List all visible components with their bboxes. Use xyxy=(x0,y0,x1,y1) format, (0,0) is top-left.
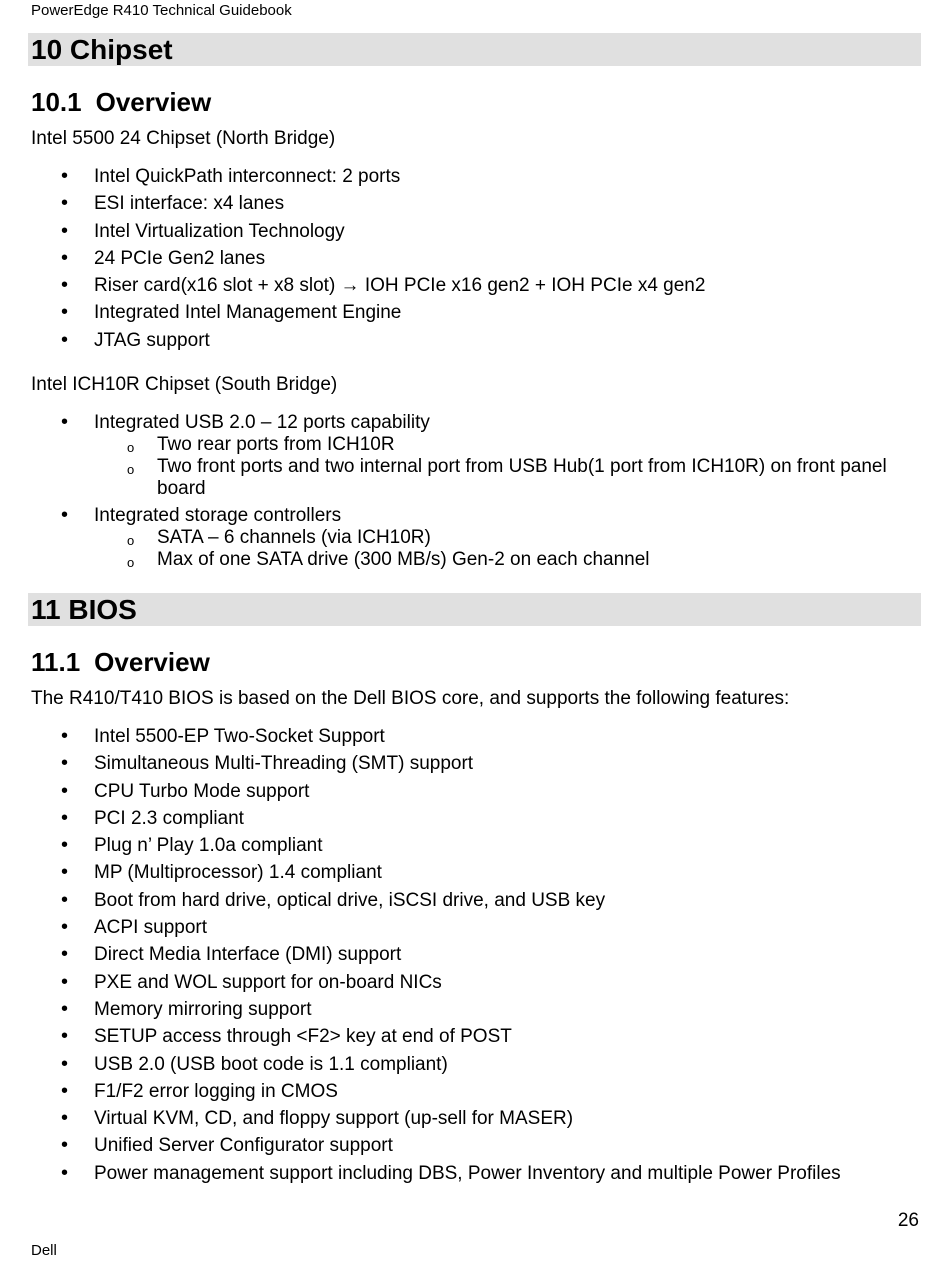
list-item: • Intel QuickPath interconnect: 2 ports xyxy=(0,166,950,188)
sub-list xyxy=(94,527,950,571)
bios-intro: The R410/T410 BIOS is based on the Dell BIOS core, and supports the following features: xyxy=(31,688,790,709)
list-item: • ESI interface: x4 lanes xyxy=(0,193,950,215)
list-item: • Integrated Intel Management Engine xyxy=(0,302,950,324)
section-number: 10.1 xyxy=(31,87,82,117)
footer-company: Dell xyxy=(31,1242,57,1259)
list-item: • PXE and WOL support for on-board NICs xyxy=(0,972,950,994)
list-item: • PCI 2.3 compliant xyxy=(0,808,950,830)
sub-list-item: o SATA – 6 channels (via ICH10R) xyxy=(94,527,912,549)
list-item-label: Integrated storage controllers xyxy=(94,505,342,527)
list-item: • Intel 5500-EP Two-Socket Support xyxy=(0,726,950,748)
chapter-title: 10 Chipset xyxy=(31,34,173,65)
chapter-heading-bar xyxy=(28,593,921,626)
sub-list xyxy=(94,434,950,500)
list-item: • Simultaneous Multi-Threading (SMT) support xyxy=(0,753,950,775)
list-item: • Power management support including DBS, Power Inventory and multiple Power Profiles xyxy=(0,1163,950,1185)
chapter-title: 11 BIOS xyxy=(31,594,137,625)
south-bridge-list xyxy=(0,412,950,577)
chapter-heading-bar xyxy=(28,33,921,66)
section-title xyxy=(31,87,211,117)
sub-list-item: o Two rear ports from ICH10R xyxy=(94,434,912,456)
list-item: • CPU Turbo Mode support xyxy=(0,781,950,803)
page-number: 26 xyxy=(897,1210,919,1231)
section-title xyxy=(31,647,210,677)
list-item: • Virtual KVM, CD, and floppy support (up-sell for MASER) xyxy=(0,1108,950,1130)
list-item: • JTAG support xyxy=(0,330,950,352)
section-title-text: Overview xyxy=(95,87,212,117)
south-bridge-intro: Intel ICH10R Chipset (South Bridge) xyxy=(31,374,338,395)
list-item: • USB 2.0 (USB boot code is 1.1 compliant) xyxy=(0,1054,950,1076)
list-item: • Boot from hard drive, optical drive, iSCSI drive, and USB key xyxy=(0,890,950,912)
list-item: • Plug n’ Play 1.0a compliant xyxy=(0,835,950,857)
bios-feature-list xyxy=(0,726,950,1190)
list-item: • ACPI support xyxy=(0,917,950,939)
list-item: • Intel Virtualization Technology xyxy=(0,221,950,243)
list-item: • Direct Media Interface (DMI) support xyxy=(0,944,950,966)
north-bridge-list xyxy=(0,166,950,357)
list-item: • Memory mirroring support xyxy=(0,999,950,1021)
list-item-label: Integrated USB 2.0 – 12 ports capability xyxy=(94,412,430,433)
list-item: • Riser card(x16 slot + x8 slot) → IOH PCIe x16 gen2 + IOH PCIe x4 gen2 xyxy=(0,275,950,297)
list-item: • Unified Server Configurator support xyxy=(0,1135,950,1157)
sub-list-item: o Max of one SATA drive (300 MB/s) Gen-2 on each channel xyxy=(94,549,912,571)
section-number: 11.1 xyxy=(31,647,81,677)
list-item: • 24 PCIe Gen2 lanes xyxy=(0,248,950,270)
running-header: PowerEdge R410 Technical Guidebook xyxy=(31,2,292,19)
list-item: • MP (Multiprocessor) 1.4 compliant xyxy=(0,862,950,884)
list-item: • F1/F2 error logging in CMOS xyxy=(0,1081,950,1103)
sub-list-item: o Two front ports and two internal port from USB Hub(1 port from ICH10R) on front panel board xyxy=(94,456,912,500)
list-item: • SETUP access through <F2> key at end of POST xyxy=(0,1026,950,1048)
north-bridge-intro: Intel 5500 24 Chipset (North Bridge) xyxy=(31,128,336,149)
list-item xyxy=(0,412,950,500)
section-title-text: Overview xyxy=(94,647,210,677)
list-item xyxy=(0,505,950,571)
